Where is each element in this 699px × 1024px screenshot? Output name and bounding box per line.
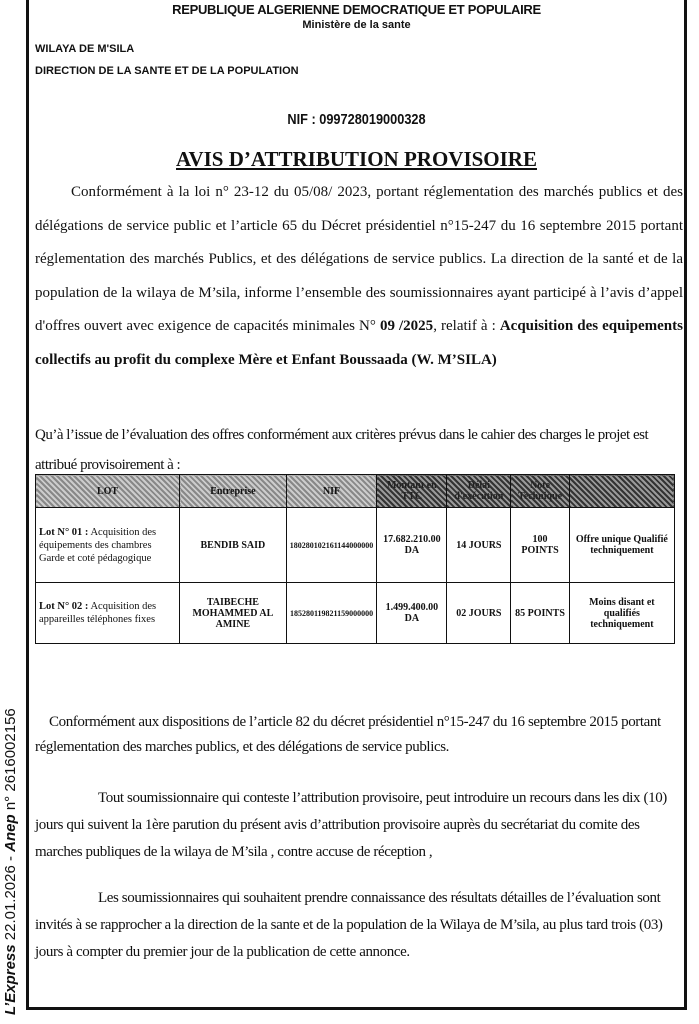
article82-text: Conformément aux dispositions de l’article 82 du décret présidentiel n°15-247 du 16 septembre 2015 portant réglementation des marches publics, et des délégations de service publics. bbox=[35, 714, 661, 755]
note-cell: 85 POINTS bbox=[511, 583, 569, 644]
nif-cell: 185280119821159000000 bbox=[286, 583, 377, 644]
note-cell: 100 POINTS bbox=[511, 508, 569, 583]
lot-cell bbox=[36, 508, 180, 583]
entreprise-cell: TAIBECHE MOHAMMED AL AMINE bbox=[180, 583, 287, 644]
tender-object: Acquisition des equipements collectifs au profit du complexe Mère et Enfant Boussaada (W. M’SILA) bbox=[35, 318, 683, 368]
newspaper-name: L’Express bbox=[2, 944, 19, 1015]
nif-number: NIF : 099728019000328 bbox=[287, 111, 426, 128]
relatif-text: , relatif à : bbox=[433, 318, 500, 334]
recours-paragraph: Tout soumissionnaire qui conteste l’attribution provisoire, peut introduire un recours dans les dix (10) jours qui suivent la 1ère parution du présent avis d’attribution provisoire auprès du secrétariat du comite des marches publiques de la wilaya de M’sila , contre accuse de réception , bbox=[35, 790, 667, 860]
resultats-paragraph: Les soumissionnaires qui souhaitent prendre connaissance des résultats détailles de l’évaluation sont invités à se rapprocher a la direction de la sante et de la population de la Wilaya de M’sila, au plus tard trois (03) jours à compter du premier jour de la publication de cette annonce. bbox=[35, 890, 663, 960]
observation-cell: Moins disant et qualifiés techniquement bbox=[569, 583, 674, 644]
table-header-row bbox=[36, 475, 675, 508]
evaluation-paragraph: Qu’à l’issue de l’évaluation des offres conformément aux critères prévus dans le cahier des charges le projet est attribué provisoirement à : bbox=[35, 427, 649, 473]
entreprise-cell: BENDIB SAID bbox=[180, 508, 287, 583]
intro-paragraph bbox=[35, 176, 683, 377]
publication-ref: n° 2616002156 bbox=[2, 708, 19, 815]
table-row bbox=[36, 583, 675, 644]
republic-header: REPUBLIQUE ALGERIENNE DEMOCRATIQUE ET POPULAIRE bbox=[172, 2, 541, 17]
notice-title: AVIS D’ATTRIBUTION PROVISOIRE bbox=[176, 147, 537, 171]
publication-side-label bbox=[2, 675, 19, 1015]
lot-label: Lot N° 01 : bbox=[39, 526, 89, 538]
agency-name: Anep bbox=[2, 814, 19, 852]
delai-cell: 14 JOURS bbox=[447, 508, 511, 583]
publication-date: 22.01.2026 - bbox=[2, 851, 19, 945]
montant-cell: 1.499.400.00 DA bbox=[377, 583, 447, 644]
tender-ref-number: 09 /2025 bbox=[379, 318, 434, 334]
delai-cell: 02 JOURS bbox=[447, 583, 511, 644]
notice-frame bbox=[26, 0, 687, 1010]
lot-description: Acquisition des équipements des chambres Garde et coté pédagogique bbox=[39, 526, 157, 564]
intro-text: Conformément à la loi n° 23-12 du 05/08/ 2023, portant réglementation des marchés publics et des délégations de service public et l’article 65 du Décret présidentiel n°15-247 du 16 septembre 2015 portant réglementation des marchés Publics, et des délégations de service publics. La direction de la santé et de la population de la wilaya de M’sila, informe l’ensemble des soumissionnaires ayant participé à l’avis d’appel d'offres ouvert avec exigence de capacités minimales N° bbox=[35, 184, 683, 334]
attribution-table bbox=[35, 474, 675, 644]
lot-description: Acquisition des appareilles téléphones fixes bbox=[39, 601, 157, 625]
observation-cell: Offre unique Qualifié techniquement bbox=[569, 508, 674, 583]
article82-paragraph bbox=[35, 710, 685, 760]
header-nif: NIF bbox=[286, 475, 377, 508]
lot-label: Lot N° 02 : bbox=[39, 601, 89, 612]
direction-label: DIRECTION DE LA SANTE ET DE LA POPULATION bbox=[35, 65, 299, 77]
header-lot: LOT bbox=[36, 475, 180, 508]
header-observation bbox=[569, 475, 674, 508]
header-montant: Montant en TTC bbox=[377, 475, 447, 508]
ministry-header: Ministère de la sante bbox=[302, 19, 411, 31]
table-row bbox=[36, 508, 675, 583]
lot-cell bbox=[36, 583, 180, 644]
header-delai: Délai d'exécution bbox=[447, 475, 511, 508]
wilaya-label: WILAYA DE M'SILA bbox=[35, 43, 135, 55]
nif-cell: 180280102161144000000 bbox=[286, 508, 377, 583]
header-entreprise: Entreprise bbox=[180, 475, 287, 508]
header-note: Note Technique bbox=[511, 475, 569, 508]
montant-cell: 17.682.210.00 DA bbox=[377, 508, 447, 583]
